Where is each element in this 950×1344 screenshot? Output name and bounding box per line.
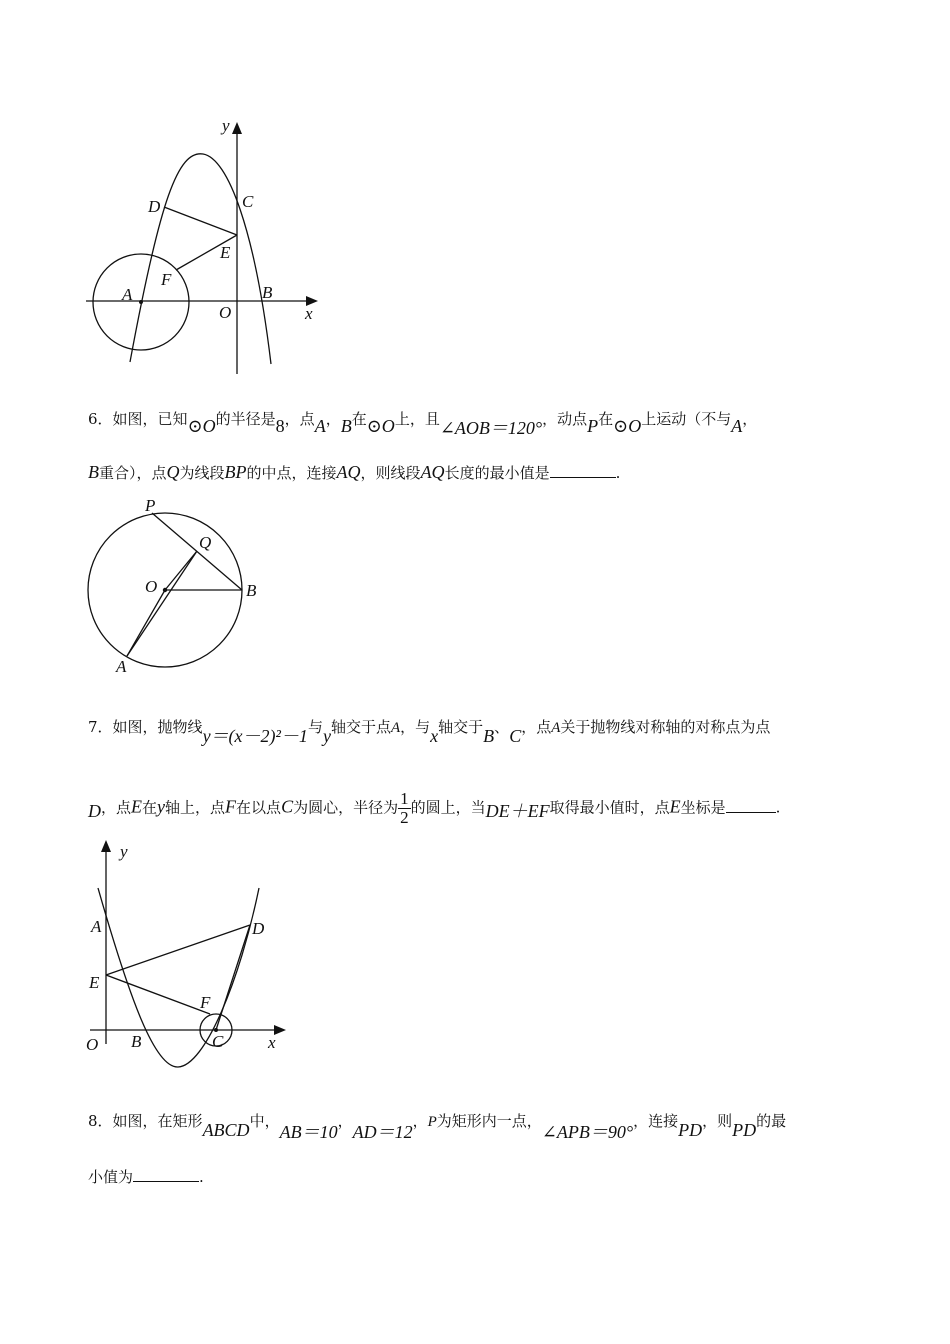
- label-q: Q: [199, 533, 212, 552]
- segment-aq: [127, 551, 197, 656]
- y-axis-arrow: [101, 840, 111, 852]
- label-y: y: [222, 116, 230, 135]
- label-a: A: [91, 917, 102, 936]
- q6-line-2: B重合），点Q为线段BP的中点，连接AQ，则线段AQ长度的最小值是 .: [88, 462, 621, 482]
- figure-q7: [80, 835, 290, 1070]
- label-e: E: [220, 243, 231, 262]
- label-c: C: [212, 1032, 224, 1051]
- figure-q5: [80, 115, 330, 380]
- segment-de: [164, 207, 237, 235]
- label-p: P: [145, 496, 156, 515]
- answer-blank: [550, 463, 616, 478]
- label-o: O: [219, 303, 232, 322]
- segment-oq: [165, 551, 197, 590]
- label-y: y: [120, 842, 128, 861]
- segment-ef: [106, 975, 210, 1014]
- label-f: F: [161, 270, 172, 289]
- label-x: x: [268, 1033, 276, 1052]
- label-o: O: [145, 577, 158, 596]
- q6-line-1: 6．如图，已知⊙O的半径是8，点A，B在⊙O上，且∠AOB＝120°，动点P在⊙O上运动（不与A，: [88, 410, 758, 438]
- point-a: [139, 300, 143, 304]
- answer-blank: [133, 1167, 199, 1182]
- label-e: E: [89, 973, 100, 992]
- q8-line-2: 小值为 .: [88, 1168, 204, 1186]
- q8-line-1: 8．如图，在矩形ABCD中，AB＝10，AD＝12，P为矩形内一点，∠APB＝90°，连接PD，则PD的最: [88, 1112, 787, 1142]
- label-a: A: [122, 285, 133, 304]
- x-axis-arrow: [274, 1025, 286, 1035]
- label-b: B: [131, 1032, 142, 1051]
- label-d: D: [252, 919, 265, 938]
- fraction-one-half: $\frac{1}{2}$: [400, 789, 409, 827]
- answer-blank: [726, 798, 776, 813]
- q7-number: 7．: [88, 718, 113, 736]
- y-axis-arrow: [232, 122, 242, 134]
- label-a: A: [116, 657, 127, 676]
- label-b: B: [246, 581, 257, 600]
- point-o: [163, 588, 167, 592]
- q7-line-2: D，点E在y轴上，点F在以点C为圆心，半径为 $\frac{1}{2}$ 的圆上，当DE＋EF取得最小值时，点E坐标是 .: [88, 789, 781, 827]
- segment-dc: [216, 925, 250, 1030]
- label-d: D: [148, 197, 161, 216]
- segment-oa: [127, 590, 165, 656]
- q6-number: 6．: [88, 410, 113, 428]
- label-f: F: [200, 993, 211, 1012]
- label-x: x: [305, 304, 313, 323]
- parabola: [98, 888, 259, 1067]
- parabola: [130, 154, 271, 364]
- label-b: B: [262, 283, 273, 302]
- q8-number: 8．: [88, 1112, 113, 1130]
- label-c: C: [242, 192, 254, 211]
- q7-line-1: 7．如图，抛物线y＝(x－2)²－1与y轴交于点A，与x轴交于B、C，点A关于抛物线对称轴的对称点为点: [88, 718, 771, 746]
- label-o: O: [86, 1035, 99, 1054]
- segment-ed: [106, 925, 250, 975]
- figure-q6: [84, 492, 270, 678]
